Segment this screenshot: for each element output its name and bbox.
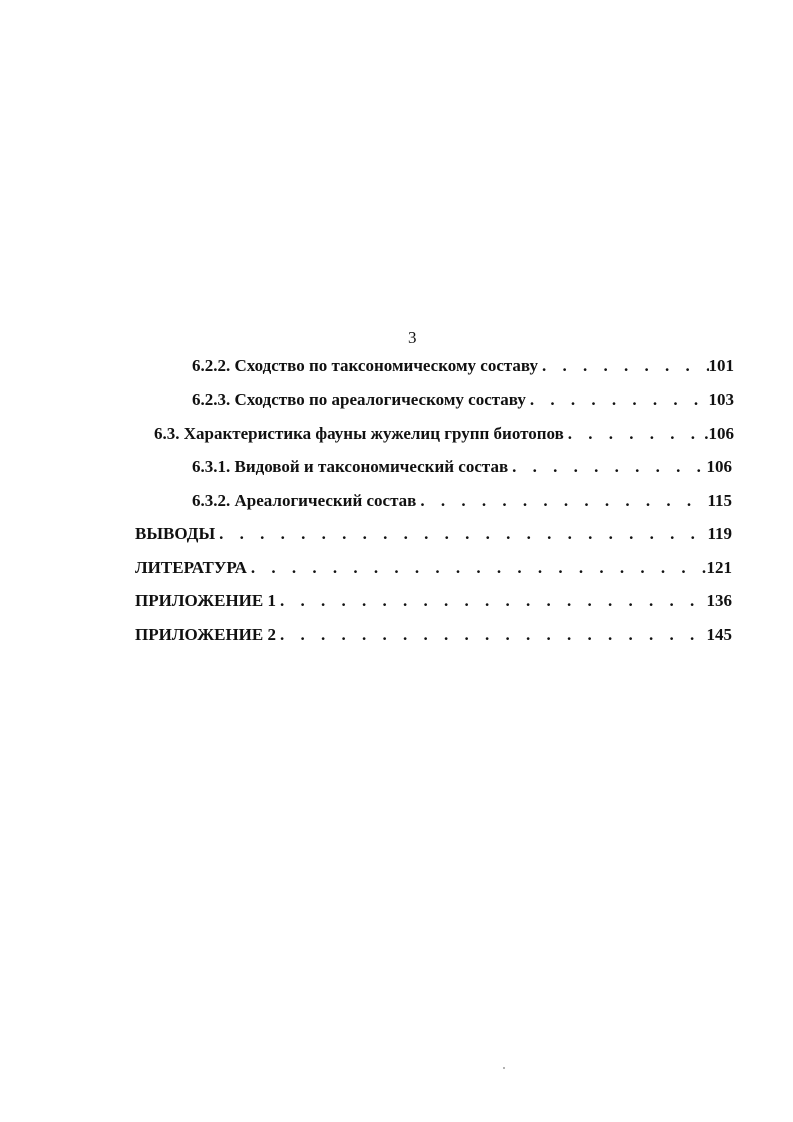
toc-entry-6-2-2 (192, 356, 734, 378)
toc-entry-title: 6.3. Характеристика фауны жужелиц групп биотопов (154, 424, 564, 443)
toc-entry-literature (135, 558, 732, 580)
toc-dot-leader (508, 457, 706, 477)
toc-dot-leader (276, 591, 707, 611)
scan-speck (503, 1067, 505, 1069)
toc-entry-page: 115 (707, 491, 732, 510)
toc-entry-page: 106 (706, 457, 732, 476)
toc-entry-page: 121 (706, 558, 732, 577)
toc-entry-6-3 (154, 424, 734, 446)
toc-entry-page: .106 (704, 424, 734, 443)
toc-entry-title: ПРИЛОЖЕНИЕ 2 (135, 625, 276, 644)
toc-entry-page: 119 (707, 524, 732, 543)
toc-entry-6-3-1 (192, 457, 732, 479)
toc-dot-leader (247, 558, 707, 578)
toc-dot-leader (215, 524, 707, 544)
toc-dot-leader (526, 390, 709, 410)
toc-entry-page: 145 (706, 625, 732, 644)
toc-entry-appendix-2 (135, 625, 732, 647)
toc-entry-page: 101 (708, 356, 734, 375)
toc-entry-6-3-2 (192, 491, 732, 513)
toc-dot-leader (276, 625, 707, 645)
toc-entry-title: ВЫВОДЫ (135, 524, 216, 543)
toc-entry-title: 6.3.2. Ареалогический состав (192, 491, 417, 510)
toc-entry-title: ПРИЛОЖЕНИЕ 1 (135, 591, 276, 610)
toc-entry-title: 6.2.3. Сходство по ареалогическому составу (192, 390, 526, 409)
toc-entry-title: 6.2.2. Сходство по таксономическому составу (192, 356, 539, 375)
toc-entry-title: ЛИТЕРАТУРА (135, 558, 247, 577)
toc-entry-appendix-1 (135, 591, 732, 613)
toc-entry-page: 136 (706, 591, 732, 610)
toc-dot-leader (564, 424, 704, 444)
toc-entry-conclusions (135, 524, 732, 546)
toc-entry-page: 103 (708, 390, 734, 409)
toc-entry-6-2-3 (192, 390, 734, 412)
toc-dot-leader (538, 356, 708, 376)
toc-entry-title: 6.3.1. Видовой и таксономический состав (192, 457, 509, 476)
toc-dot-leader (416, 491, 707, 511)
page-number: 3 (408, 328, 417, 347)
